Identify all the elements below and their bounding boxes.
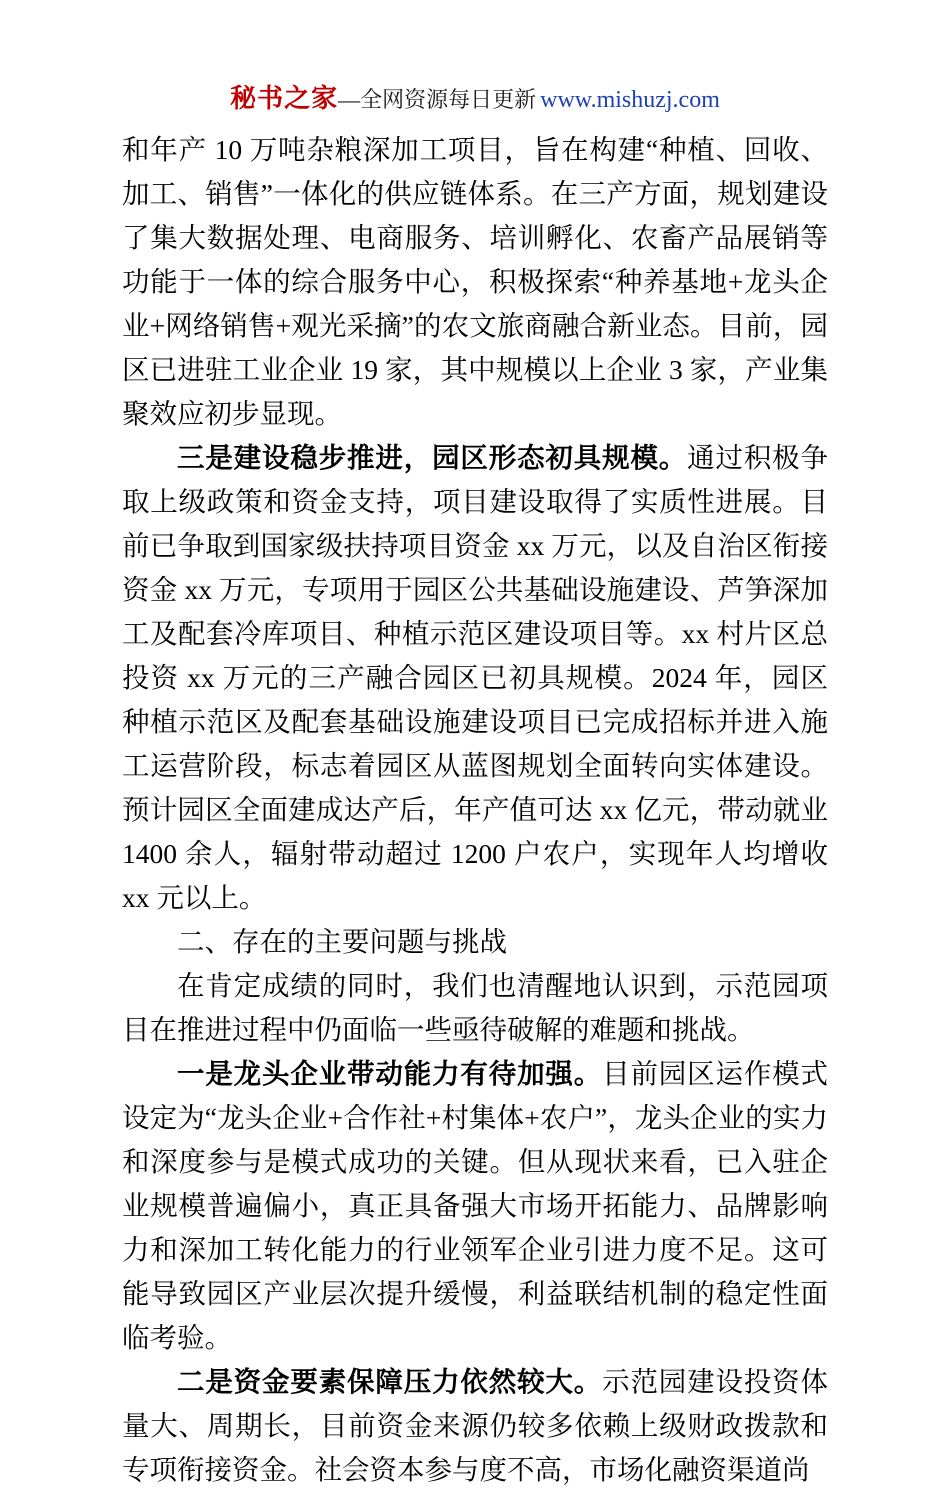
paragraph-1 xyxy=(122,128,828,436)
section-heading-two-text: 二、存在的主要问题与挑战 xyxy=(177,926,507,957)
site-url[interactable]: www.mishuzj.com xyxy=(540,87,720,113)
site-watermark-header xyxy=(0,78,950,115)
paragraph-5 xyxy=(122,1052,828,1360)
paragraph-2 xyxy=(122,436,828,920)
paragraph-6-lead: 二是资金要素保障压力依然较大。 xyxy=(177,1366,603,1397)
paragraph-6-text: 示范园建设投资体量大、周期长，目前资金来源仍较多依赖上级财政拨款和专项衔接资金。社会资本参与度不高，市场化融资渠道尚 xyxy=(122,1366,829,1485)
document-body xyxy=(122,128,828,1492)
paragraph-5-text: 目前园区运作模式设定为“龙头企业+合作社+村集体+农户”，龙头企业的实力和深度参与是模式成功的关键。但从现状来看，已入驻企业规模普遍偏小，真正具备强大市场开拓能力、品牌影响力和深加工转化能力的行业领军企业引进力度不足。这可能导致园区产业层次提升缓慢，利益联结机制的稳定性面临考验。 xyxy=(122,1058,829,1353)
paragraph-2-lead: 三是建设稳步推进，园区形态初具规模。 xyxy=(177,442,688,473)
paragraph-4-text: 在肯定成绩的同时，我们也清醒地认识到，示范园项目在推进过程中仍面临一些亟待破解的难题和挑战。 xyxy=(122,970,828,1045)
paragraph-5-lead: 一是龙头企业带动能力有待加强。 xyxy=(177,1058,603,1089)
paragraph-2-text: 通过积极争取上级政策和资金支持，项目建设取得了实质性进展。目前已争取到国家级扶持项目资金 xx 万元，以及自治区衔接资金 xx 万元，专项用于园区公共基础设施建设、芦笋深加工及配套冷库项目、种植示范区建设项目等。xx 村片区总投资 xx 万元的三产融合园区已初具规模。2024 年，园区种植示范区及配套基础设施建设项目已完成招标并进入施工运营阶段，标志着园区从蓝图规划全面转向实体建设。预计园区全面建成达产后，年产值可达 xx 亿元，带动就业 1400 余人，辐射带动超过 1200 户农户，实现年人均增收 xx 元以上。 xyxy=(122,442,829,913)
section-heading-two xyxy=(122,920,828,964)
site-brand: 秘书之家 xyxy=(230,84,339,113)
paragraph-1-text: 和年产 10 万吨杂粮深加工项目，旨在构建“种植、回收、加工、销售”一体化的供应链体系。在三产方面，规划建设了集大数据处理、电商服务、培训孵化、农畜产品展销等功能于一体的综合服务中心，积极探索“种养基地+龙头企业+网络销售+观光采摘”的农文旅商融合新业态。目前，园区已进驻工业企业 19 家，其中规模以上企业 3 家，产业集聚效应初步显现。 xyxy=(122,134,828,429)
site-tagline: —全网资源每日更新 xyxy=(338,87,537,112)
paragraph-4 xyxy=(122,964,828,1052)
paragraph-6 xyxy=(122,1360,828,1492)
